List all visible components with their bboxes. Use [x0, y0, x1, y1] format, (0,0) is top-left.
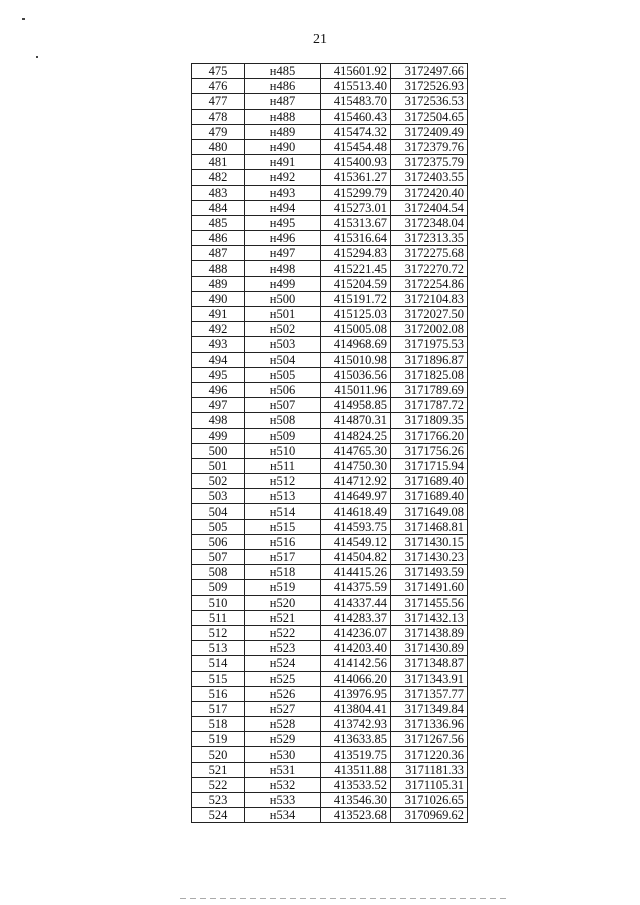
point-id-cell: н495	[245, 215, 321, 230]
footer-rule	[180, 898, 510, 899]
row-number-cell: 524	[192, 808, 245, 823]
coordinates-table	[191, 63, 468, 823]
row-number-cell: 477	[192, 94, 245, 109]
x-coordinate-cell: 415460.43	[321, 109, 391, 124]
y-coordinate-cell: 3172270.72	[391, 261, 468, 276]
y-coordinate-cell: 3172497.66	[391, 64, 468, 79]
y-coordinate-cell: 3171343.91	[391, 671, 468, 686]
point-id-cell: н513	[245, 489, 321, 504]
table-row	[192, 139, 468, 154]
point-id-cell: н502	[245, 322, 321, 337]
row-number-cell: 496	[192, 382, 245, 397]
point-id-cell: н501	[245, 307, 321, 322]
x-coordinate-cell: 413633.85	[321, 732, 391, 747]
row-number-cell: 491	[192, 307, 245, 322]
table-row	[192, 808, 468, 823]
x-coordinate-cell: 415483.70	[321, 94, 391, 109]
y-coordinate-cell: 3170969.62	[391, 808, 468, 823]
point-id-cell: н496	[245, 231, 321, 246]
table-row	[192, 109, 468, 124]
y-coordinate-cell: 3171975.53	[391, 337, 468, 352]
row-number-cell: 510	[192, 595, 245, 610]
point-id-cell: н517	[245, 550, 321, 565]
y-coordinate-cell: 3171336.96	[391, 717, 468, 732]
row-number-cell: 513	[192, 641, 245, 656]
x-coordinate-cell: 415191.72	[321, 291, 391, 306]
point-id-cell: н516	[245, 534, 321, 549]
y-coordinate-cell: 3171493.59	[391, 565, 468, 580]
x-coordinate-cell: 413742.93	[321, 717, 391, 732]
y-coordinate-cell: 3171455.56	[391, 595, 468, 610]
y-coordinate-cell: 3172404.54	[391, 200, 468, 215]
row-number-cell: 501	[192, 458, 245, 473]
y-coordinate-cell: 3171267.56	[391, 732, 468, 747]
point-id-cell: н492	[245, 170, 321, 185]
row-number-cell: 521	[192, 762, 245, 777]
x-coordinate-cell: 414712.92	[321, 474, 391, 489]
table-row	[192, 185, 468, 200]
table-row	[192, 656, 468, 671]
x-coordinate-cell: 414504.82	[321, 550, 391, 565]
y-coordinate-cell: 3171787.72	[391, 398, 468, 413]
row-number-cell: 476	[192, 79, 245, 94]
x-coordinate-cell: 413804.41	[321, 701, 391, 716]
point-id-cell: н523	[245, 641, 321, 656]
point-id-cell: н531	[245, 762, 321, 777]
y-coordinate-cell: 3171430.23	[391, 550, 468, 565]
table-row	[192, 352, 468, 367]
table-row	[192, 215, 468, 230]
y-coordinate-cell: 3171789.69	[391, 382, 468, 397]
point-id-cell: н521	[245, 610, 321, 625]
y-coordinate-cell: 3172027.50	[391, 307, 468, 322]
x-coordinate-cell: 415125.03	[321, 307, 391, 322]
x-coordinate-cell: 414203.40	[321, 641, 391, 656]
table-row	[192, 200, 468, 215]
x-coordinate-cell: 415513.40	[321, 79, 391, 94]
x-coordinate-cell: 414236.07	[321, 625, 391, 640]
y-coordinate-cell: 3171896.87	[391, 352, 468, 367]
row-number-cell: 486	[192, 231, 245, 246]
row-number-cell: 475	[192, 64, 245, 79]
table-row	[192, 124, 468, 139]
y-coordinate-cell: 3172526.93	[391, 79, 468, 94]
point-id-cell: н503	[245, 337, 321, 352]
x-coordinate-cell: 415313.67	[321, 215, 391, 230]
point-id-cell: н497	[245, 246, 321, 261]
x-coordinate-cell: 413523.68	[321, 808, 391, 823]
table-row	[192, 732, 468, 747]
y-coordinate-cell: 3172313.35	[391, 231, 468, 246]
row-number-cell: 511	[192, 610, 245, 625]
row-number-cell: 514	[192, 656, 245, 671]
row-number-cell: 484	[192, 200, 245, 215]
y-coordinate-cell: 3171756.26	[391, 443, 468, 458]
point-id-cell: н509	[245, 428, 321, 443]
x-coordinate-cell: 415316.64	[321, 231, 391, 246]
point-id-cell: н525	[245, 671, 321, 686]
y-coordinate-cell: 3172536.53	[391, 94, 468, 109]
x-coordinate-cell: 413546.30	[321, 793, 391, 808]
point-id-cell: н506	[245, 382, 321, 397]
table-row	[192, 367, 468, 382]
point-id-cell: н533	[245, 793, 321, 808]
table-row	[192, 717, 468, 732]
table-row	[192, 504, 468, 519]
x-coordinate-cell: 414549.12	[321, 534, 391, 549]
point-id-cell: н500	[245, 291, 321, 306]
row-number-cell: 494	[192, 352, 245, 367]
y-coordinate-cell: 3171430.89	[391, 641, 468, 656]
table-row	[192, 762, 468, 777]
point-id-cell: н534	[245, 808, 321, 823]
x-coordinate-cell: 414142.56	[321, 656, 391, 671]
row-number-cell: 502	[192, 474, 245, 489]
point-id-cell: н485	[245, 64, 321, 79]
x-coordinate-cell: 415400.93	[321, 155, 391, 170]
x-coordinate-cell: 414765.30	[321, 443, 391, 458]
row-number-cell: 504	[192, 504, 245, 519]
point-id-cell: н507	[245, 398, 321, 413]
y-coordinate-cell: 3172420.40	[391, 185, 468, 200]
point-id-cell: н519	[245, 580, 321, 595]
row-number-cell: 499	[192, 428, 245, 443]
point-id-cell: н499	[245, 276, 321, 291]
row-number-cell: 487	[192, 246, 245, 261]
y-coordinate-cell: 3171430.15	[391, 534, 468, 549]
x-coordinate-cell: 414593.75	[321, 519, 391, 534]
y-coordinate-cell: 3171349.84	[391, 701, 468, 716]
y-coordinate-cell: 3171181.33	[391, 762, 468, 777]
point-id-cell: н515	[245, 519, 321, 534]
row-number-cell: 478	[192, 109, 245, 124]
row-number-cell: 512	[192, 625, 245, 640]
x-coordinate-cell: 415361.27	[321, 170, 391, 185]
row-number-cell: 518	[192, 717, 245, 732]
row-number-cell: 509	[192, 580, 245, 595]
x-coordinate-cell: 414824.25	[321, 428, 391, 443]
x-coordinate-cell: 414618.49	[321, 504, 391, 519]
row-number-cell: 516	[192, 686, 245, 701]
table-row	[192, 550, 468, 565]
table-row	[192, 337, 468, 352]
row-number-cell: 490	[192, 291, 245, 306]
page-number: 21	[313, 32, 327, 47]
row-number-cell: 503	[192, 489, 245, 504]
row-number-cell: 497	[192, 398, 245, 413]
table-row	[192, 246, 468, 261]
table-row	[192, 458, 468, 473]
x-coordinate-cell: 414870.31	[321, 413, 391, 428]
table-row	[192, 291, 468, 306]
point-id-cell: н530	[245, 747, 321, 762]
x-coordinate-cell: 414066.20	[321, 671, 391, 686]
y-coordinate-cell: 3172002.08	[391, 322, 468, 337]
y-coordinate-cell: 3171432.13	[391, 610, 468, 625]
x-coordinate-cell: 414375.59	[321, 580, 391, 595]
row-number-cell: 500	[192, 443, 245, 458]
table-row	[192, 94, 468, 109]
y-coordinate-cell: 3171825.08	[391, 367, 468, 382]
table-row	[192, 565, 468, 580]
coordinates-table-body	[192, 64, 468, 823]
table-row	[192, 261, 468, 276]
x-coordinate-cell: 415294.83	[321, 246, 391, 261]
table-row	[192, 793, 468, 808]
x-coordinate-cell: 415474.32	[321, 124, 391, 139]
row-number-cell: 482	[192, 170, 245, 185]
row-number-cell: 493	[192, 337, 245, 352]
table-row	[192, 398, 468, 413]
row-number-cell: 488	[192, 261, 245, 276]
row-number-cell: 481	[192, 155, 245, 170]
point-id-cell: н488	[245, 109, 321, 124]
row-number-cell: 489	[192, 276, 245, 291]
x-coordinate-cell: 415204.59	[321, 276, 391, 291]
x-coordinate-cell: 415010.98	[321, 352, 391, 367]
y-coordinate-cell: 3172254.86	[391, 276, 468, 291]
table-row	[192, 79, 468, 94]
table-row	[192, 489, 468, 504]
table-row	[192, 777, 468, 792]
y-coordinate-cell: 3171715.94	[391, 458, 468, 473]
y-coordinate-cell: 3171357.77	[391, 686, 468, 701]
table-row	[192, 519, 468, 534]
x-coordinate-cell: 414649.97	[321, 489, 391, 504]
scan-mark	[22, 18, 25, 20]
x-coordinate-cell: 413976.95	[321, 686, 391, 701]
y-coordinate-cell: 3172504.65	[391, 109, 468, 124]
y-coordinate-cell: 3171220.36	[391, 747, 468, 762]
table-row	[192, 428, 468, 443]
point-id-cell: н518	[245, 565, 321, 580]
row-number-cell: 508	[192, 565, 245, 580]
point-id-cell: н529	[245, 732, 321, 747]
table-row	[192, 231, 468, 246]
y-coordinate-cell: 3171105.31	[391, 777, 468, 792]
table-row	[192, 671, 468, 686]
table-row	[192, 610, 468, 625]
x-coordinate-cell: 414958.85	[321, 398, 391, 413]
point-id-cell: н520	[245, 595, 321, 610]
table-row	[192, 595, 468, 610]
table-row	[192, 170, 468, 185]
point-id-cell: н505	[245, 367, 321, 382]
table-row	[192, 701, 468, 716]
point-id-cell: н527	[245, 701, 321, 716]
row-number-cell: 519	[192, 732, 245, 747]
y-coordinate-cell: 3171689.40	[391, 474, 468, 489]
point-id-cell: н504	[245, 352, 321, 367]
x-coordinate-cell: 415221.45	[321, 261, 391, 276]
table-row	[192, 322, 468, 337]
table-row	[192, 474, 468, 489]
point-id-cell: н526	[245, 686, 321, 701]
point-id-cell: н508	[245, 413, 321, 428]
x-coordinate-cell: 413519.75	[321, 747, 391, 762]
x-coordinate-cell: 415011.96	[321, 382, 391, 397]
y-coordinate-cell: 3172409.49	[391, 124, 468, 139]
x-coordinate-cell: 415036.56	[321, 367, 391, 382]
point-id-cell: н512	[245, 474, 321, 489]
x-coordinate-cell: 414750.30	[321, 458, 391, 473]
y-coordinate-cell: 3172403.55	[391, 170, 468, 185]
table-row	[192, 64, 468, 79]
row-number-cell: 517	[192, 701, 245, 716]
point-id-cell: н532	[245, 777, 321, 792]
row-number-cell: 495	[192, 367, 245, 382]
table-row	[192, 155, 468, 170]
point-id-cell: н487	[245, 94, 321, 109]
y-coordinate-cell: 3171438.89	[391, 625, 468, 640]
table-row	[192, 747, 468, 762]
table-row	[192, 641, 468, 656]
point-id-cell: н528	[245, 717, 321, 732]
row-number-cell: 507	[192, 550, 245, 565]
point-id-cell: н522	[245, 625, 321, 640]
table-row	[192, 625, 468, 640]
row-number-cell: 483	[192, 185, 245, 200]
row-number-cell: 523	[192, 793, 245, 808]
point-id-cell: н514	[245, 504, 321, 519]
y-coordinate-cell: 3171766.20	[391, 428, 468, 443]
point-id-cell: н498	[245, 261, 321, 276]
row-number-cell: 492	[192, 322, 245, 337]
row-number-cell: 479	[192, 124, 245, 139]
x-coordinate-cell: 414283.37	[321, 610, 391, 625]
point-id-cell: н490	[245, 139, 321, 154]
x-coordinate-cell: 415299.79	[321, 185, 391, 200]
y-coordinate-cell: 3172104.83	[391, 291, 468, 306]
row-number-cell: 515	[192, 671, 245, 686]
table-row	[192, 276, 468, 291]
y-coordinate-cell: 3171689.40	[391, 489, 468, 504]
y-coordinate-cell: 3172375.79	[391, 155, 468, 170]
y-coordinate-cell: 3171468.81	[391, 519, 468, 534]
row-number-cell: 498	[192, 413, 245, 428]
table-row	[192, 686, 468, 701]
row-number-cell: 480	[192, 139, 245, 154]
x-coordinate-cell: 414337.44	[321, 595, 391, 610]
x-coordinate-cell: 415601.92	[321, 64, 391, 79]
row-number-cell: 485	[192, 215, 245, 230]
y-coordinate-cell: 3172348.04	[391, 215, 468, 230]
table-row	[192, 307, 468, 322]
y-coordinate-cell: 3171026.65	[391, 793, 468, 808]
row-number-cell: 506	[192, 534, 245, 549]
y-coordinate-cell: 3172275.68	[391, 246, 468, 261]
y-coordinate-cell: 3171809.35	[391, 413, 468, 428]
x-coordinate-cell: 414968.69	[321, 337, 391, 352]
point-id-cell: н491	[245, 155, 321, 170]
point-id-cell: н511	[245, 458, 321, 473]
point-id-cell: н510	[245, 443, 321, 458]
y-coordinate-cell: 3171348.87	[391, 656, 468, 671]
x-coordinate-cell: 415454.48	[321, 139, 391, 154]
y-coordinate-cell: 3171649.08	[391, 504, 468, 519]
y-coordinate-cell: 3171491.60	[391, 580, 468, 595]
point-id-cell: н489	[245, 124, 321, 139]
point-id-cell: н486	[245, 79, 321, 94]
x-coordinate-cell: 413533.52	[321, 777, 391, 792]
row-number-cell: 522	[192, 777, 245, 792]
table-row	[192, 413, 468, 428]
x-coordinate-cell: 415005.08	[321, 322, 391, 337]
x-coordinate-cell: 413511.88	[321, 762, 391, 777]
y-coordinate-cell: 3172379.76	[391, 139, 468, 154]
table-row	[192, 382, 468, 397]
point-id-cell: н494	[245, 200, 321, 215]
scan-mark	[36, 56, 38, 58]
x-coordinate-cell: 414415.26	[321, 565, 391, 580]
point-id-cell: н493	[245, 185, 321, 200]
row-number-cell: 505	[192, 519, 245, 534]
table-row	[192, 580, 468, 595]
table-row	[192, 443, 468, 458]
point-id-cell: н524	[245, 656, 321, 671]
x-coordinate-cell: 415273.01	[321, 200, 391, 215]
row-number-cell: 520	[192, 747, 245, 762]
table-row	[192, 534, 468, 549]
